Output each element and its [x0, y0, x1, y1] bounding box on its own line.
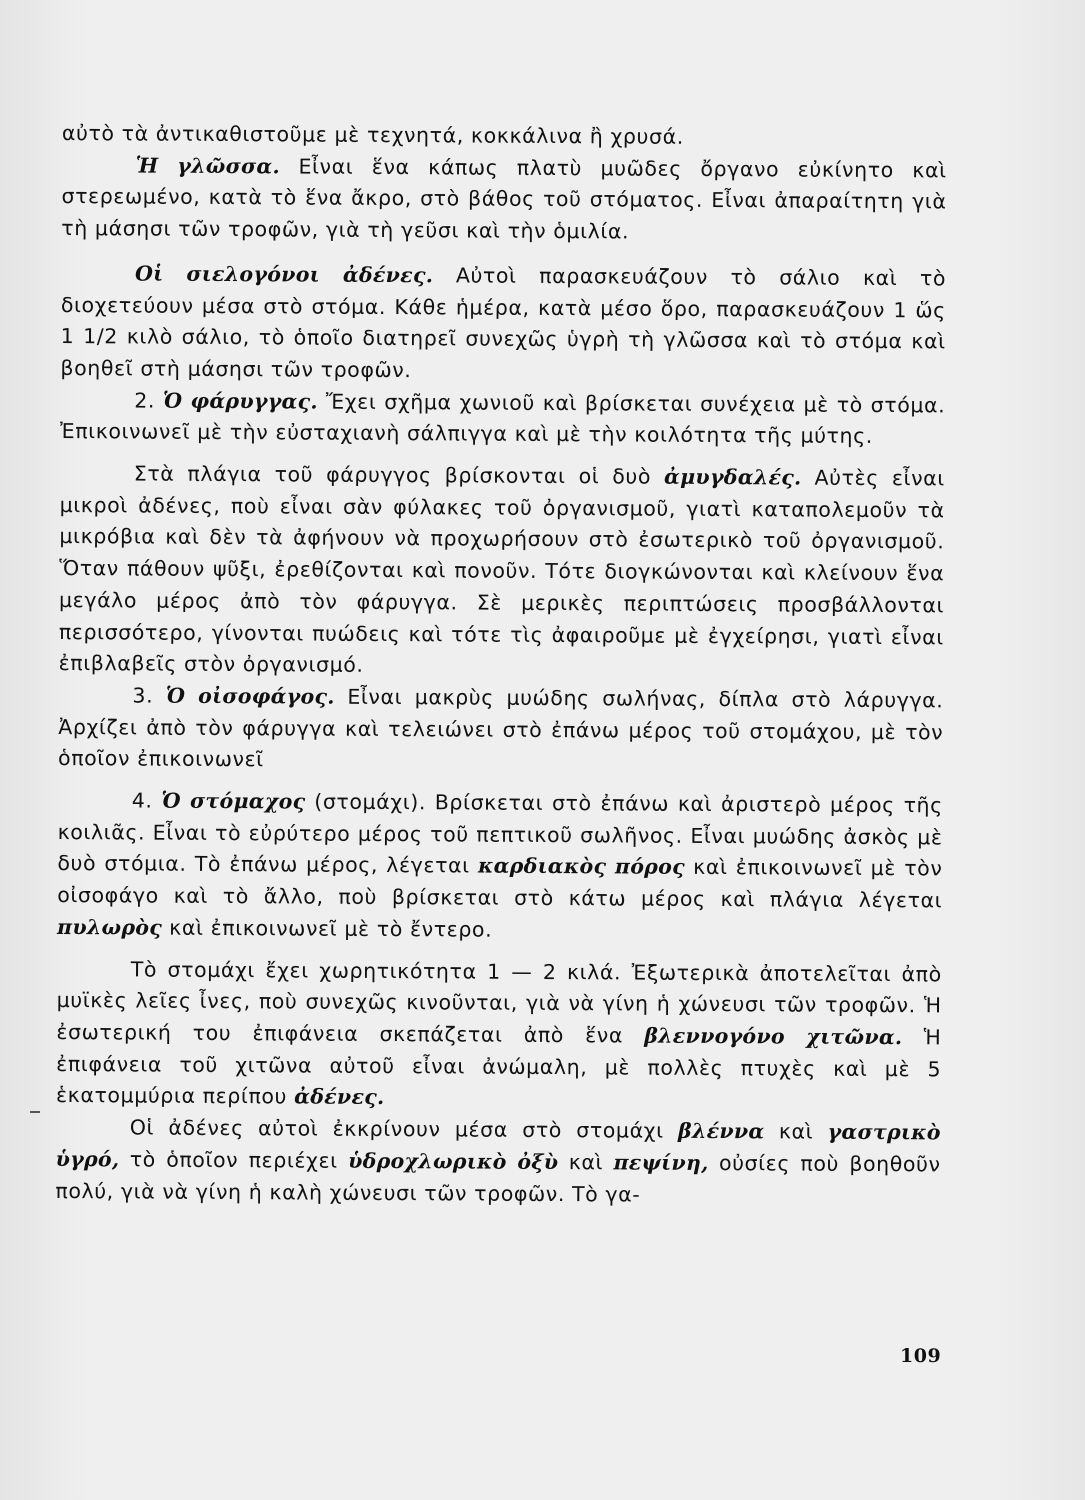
- paragraph-text: Εἶναι ἕνα κάπως πλατὺ μυῶδες ὄργανο εὐκίνητο καὶ στερεωμένο, κατὰ τὸ ἕνα ἄκρο, στὸ βάθος τοῦ στόματος. Εἶναι ἀπαραίτητη γιὰ τὴ μάσησι τῶν τροφῶν, γιὰ τὴ γεῦσι καὶ τὴν ὁμιλία.: [61, 154, 947, 244]
- paragraph-esophagus: [58, 680, 944, 781]
- section-number: 3.: [132, 683, 154, 708]
- paragraph-salivary-glands: [60, 258, 946, 390]
- term-esophagus: Ὁ οἰσοφάγος.: [165, 683, 335, 709]
- term-glands: ἀδένες.: [294, 1084, 385, 1110]
- paragraph-text: αὐτὸ τὰ ἀντικαθιστοῦμε μὲ τεχνητά, κοκκάλινα ἢ χρυσά.: [61, 120, 684, 149]
- term-gastric-juice: γαστρικὸ ὑγρό,: [55, 1119, 941, 1172]
- paragraph-text: καὶ: [778, 1119, 814, 1144]
- paragraph-text: Στὰ πλάγια τοῦ φάρυγγος βρίσκονται οἱ δυὸ: [133, 461, 652, 489]
- paragraph-stomach-structure: [56, 954, 942, 1118]
- term-pharynx: Ὁ φάρυγγας.: [162, 388, 318, 414]
- paragraph-text: Ἔχει σχῆμα χωνιοῦ καὶ βρίσκεται συνέχεια μὲ τὸ στόμα. Ἐπικοινωνεῖ μὲ τὴν εὐσταχιανὴ σάλπιγγα καὶ μὲ τὴν κοιλότητα τῆς μύτης.: [60, 389, 946, 449]
- paragraph-text: καὶ ἐπικοινωνεῖ μὲ τὸ ἔντερο.: [169, 915, 493, 942]
- term-stomach: Ὁ στόμαχος: [161, 788, 306, 814]
- term-salivary-glands: Οἱ σιελογόνοι ἀδένες.: [134, 261, 434, 288]
- paragraph-stomach: [57, 785, 943, 949]
- paragraph-text: Ἡ ἐπιφάνεια τοῦ χιτῶνα αὐτοῦ εἶναι ἀνώμαλη, μὲ πολλὲς πτυχὲς καὶ μὲ 5 ἑκατομμύρια περίπου: [55, 1025, 942, 1109]
- term-tonsils: ἀμυγδαλές.: [664, 464, 802, 490]
- term-mucus: βλέννα: [678, 1118, 765, 1144]
- paragraph-text: Εἶναι μακρὺς μυώδης σωλήνας, δίπλα στὸ λάρυγγα. Ἀρχίζει ἀπὸ τὸν φάρυγγα καὶ τελειώνει στὸ ἐπάνω μέρος τοῦ στομάχου, μὲ τὸν ὁποῖον ἐπικοινωνεῖ: [58, 684, 944, 772]
- section-number: 2.: [134, 388, 156, 413]
- paragraph-tongue: [61, 150, 947, 251]
- term-hydrochloric-acid: ὑδροχλωρικὸ ὀξὺ: [348, 1148, 559, 1174]
- term-tongue: Ἡ γλῶσσα.: [135, 153, 281, 179]
- term-pepsin: πεψίνη,: [613, 1150, 709, 1175]
- paragraph-text: καὶ ἐπικοινωνεῖ μὲ τὸν οἰσοφάγο καὶ τὸ ἄλλο, ποὺ βρίσκεται στὸ κάτω μέρος καὶ πλάγια λέγεται: [57, 855, 943, 913]
- paragraph-text: Αὐτοὶ παρασκευάζουν τὸ σάλιο καὶ τὸ διοχετεύουν μέσα στὸ στόμα. Κάθε ἡμέρα, κατὰ μέσο ὅρο, παρασκευάζουν 1 ὥς 1 1/2 κιλὸ σάλιο, τὸ ὁποῖο διατηρεῖ συνεχῶς ὑγρὴ τὴ γλῶσσα καὶ τὸ στόμα καὶ βοηθεῖ στὴ μάσησι τῶν τροφῶν.: [60, 263, 947, 383]
- paragraph-text: τὸ ὁποῖον περιέχει: [129, 1147, 338, 1173]
- paragraph-text: Τὸ στομάχι ἔχει χωρητικότητα 1 — 2 κιλά. Ἐξωτερικὰ ἀποτελεῖται ἀπὸ μυϊκὲς λεῖες ἶνες, ποὺ συνεχῶς κινοῦνται, γιὰ νὰ γίνη ἡ χώνευσι τῶν τροφῶν. Ἡ ἐσωτερική του ἐπιφάνεια σκεπάζεται ἀπὸ ἕνα: [56, 957, 942, 1048]
- paragraph-text: καὶ: [568, 1149, 604, 1175]
- paragraph-teeth-end: [62, 118, 947, 155]
- paragraph-text: Αὐτὲς εἶναι μικροὶ ἀδένες, ποὺ εἶναι σὰν φύλακες τοῦ ὀργανισμοῦ, γιατὶ καταπολεμοῦν τὰ μικρόβια καὶ δὲν τὰ ἀφήνουν νὰ προχωρήσουν στὸ ἐσωτερικὸ τοῦ ὀργανισμοῦ. Ὅταν πάθουν ψῦξι, ἐρεθίζονται καὶ πονοῦν. Τότε διογκώνονται καὶ κλείνουν ἕνα μεγάλο μέρος ἀπὸ τὸν φάρυγγα. Σὲ μερικὲς περιπτώσεις προσβάλλονται περισσότερο, γίνονται πυώδεις καὶ τότε τὶς ἀφαιροῦμε μὲ ἐγχείρησι, γιατὶ εἶναι ἐπιβλαβεῖς στὸν ὀργανισμό.: [58, 465, 945, 678]
- body-text: [55, 118, 947, 1213]
- term-cardiac-orifice: καρδιακὸς πόρος: [477, 854, 685, 880]
- paragraph-text: οὐσίες ποὺ βοηθοῦν πολύ, γιὰ νὰ γίνη ἡ καλὴ χώνευσι τῶν τροφῶν. Τὸ γα-: [55, 1150, 941, 1207]
- paragraph-pharynx: [60, 385, 945, 454]
- margin-mark: [30, 1111, 40, 1113]
- paragraph-text: (στομάχι). Βρίσκεται στὸ ἐπάνω καὶ ἀριστερὸ μέρος τῆς κοιλιᾶς. Εἶναι τὸ εὐρύτερο μέρος τοῦ πεπτικοῦ σωλῆνος. Εἶναι μυώδης ἀσκὸς μὲ δυὸ στόμια. Τὸ ἐπάνω μέρος, λέγεται: [57, 789, 943, 878]
- paragraph-gastric-secretions: [55, 1112, 941, 1213]
- section-number: 4.: [131, 788, 153, 813]
- paragraph-text: Οἱ ἀδένες αὐτοὶ ἐκκρίνουν μέσα στὸ στομάχι: [129, 1115, 664, 1143]
- term-mucous-membrane: βλεννογόνο χιτῶνα.: [644, 1023, 903, 1050]
- page-number: 109: [900, 1345, 942, 1367]
- paragraph-tonsils: [59, 458, 945, 685]
- term-pylorus: πυλωρὸς: [56, 914, 163, 940]
